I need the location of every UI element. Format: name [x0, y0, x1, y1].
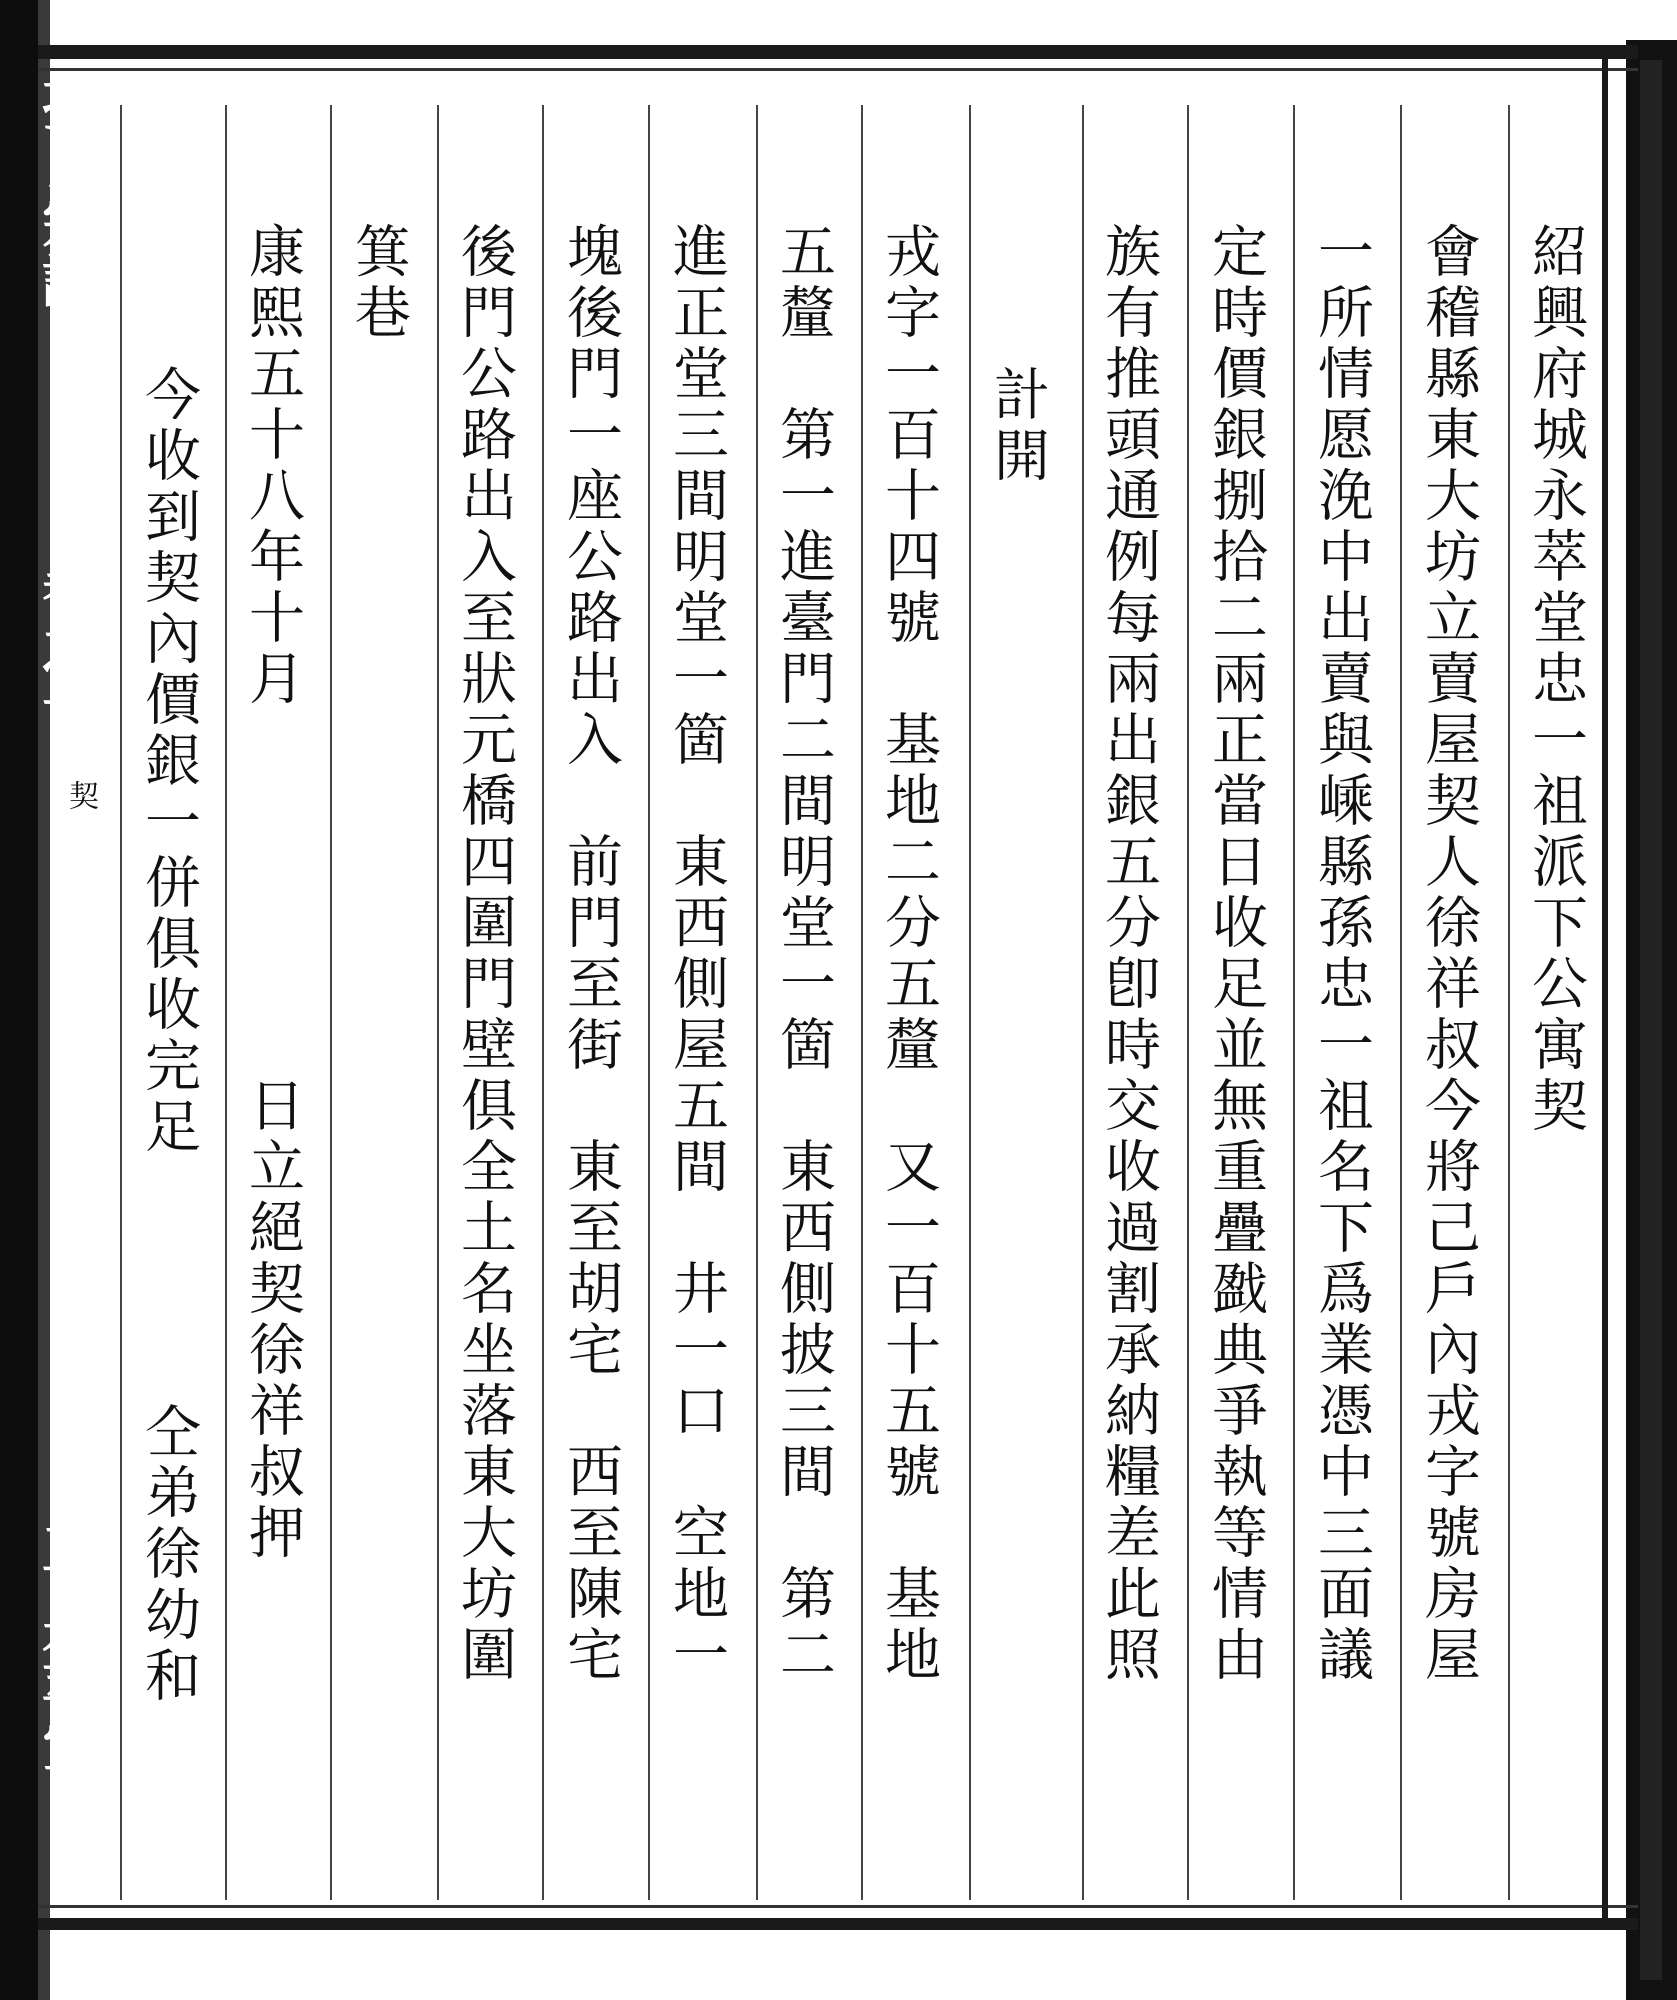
column-rule — [648, 105, 650, 1900]
column-rule — [1082, 105, 1084, 1900]
column-rule — [861, 105, 863, 1900]
column-rule — [120, 105, 122, 1900]
text-column: 戎字一百十四號 基地二分五釐 又一百十五號 基地 — [876, 222, 941, 1686]
deed-title: 紹興府城永萃堂忠一祖派下公寓契 — [1523, 222, 1588, 1137]
text-column: 後門公路出入至狀元橋四圍門壁俱全土名坐落東大坊圍 — [452, 222, 517, 1686]
bottom-border — [38, 1918, 1638, 1930]
text-column: 進正堂三間明堂一箇 東西側屋五間 井一口 空地一 — [664, 222, 729, 1686]
column-rule — [1400, 105, 1402, 1900]
bottom-inner-rule — [38, 1905, 1638, 1908]
column-rule — [756, 105, 758, 1900]
volume-label: 卷之一 — [33, 560, 99, 734]
column-rule — [330, 105, 332, 1900]
book-title: 孫氏宗譜 — [33, 78, 99, 310]
text-column: 族有推頭通例每兩出銀五分卽時交收過割承納糧差此照 — [1096, 222, 1161, 1686]
text-column: 一所情愿浼中出賣與嵊縣孫忠一祖名下爲業憑中三面議 — [1309, 222, 1374, 1686]
column-rule — [542, 105, 544, 1900]
column-rule — [437, 105, 439, 1900]
column-rule — [225, 105, 227, 1900]
hall-name: 永萃堂 — [33, 1600, 99, 1774]
date-and-signature: 康熙五十八年十月 日立絕契徐祥叔押 — [240, 222, 305, 1564]
receipt-and-witness: 今收到契內價銀一併俱收完足 仝弟徐幼和 — [136, 365, 201, 1707]
text-column: 塊後門一座公路出入 前門至街 東至胡宅 西至陳宅 — [558, 222, 623, 1686]
right-page-shadow — [1640, 60, 1662, 1980]
column-rule — [969, 105, 971, 1900]
text-column: 五釐 第一進臺門二間明堂一箇 東西側披三間 第二 — [771, 222, 836, 1686]
top-border — [38, 45, 1638, 59]
text-column: 會稽縣東大坊立賣屋契人徐祥叔今將己戶內戎字號房屋 — [1416, 222, 1481, 1686]
page-number: 三 — [33, 1520, 99, 1578]
column-rule — [1187, 105, 1189, 1900]
top-inner-rule — [38, 68, 1638, 71]
column-rule — [1293, 105, 1295, 1900]
text-column: 定時價銀捌拾二兩正當日收足並無重疊戤典爭執等情由 — [1203, 222, 1268, 1686]
right-frame-rule — [1602, 45, 1608, 1930]
text-column: 箕巷 — [346, 222, 411, 344]
list-heading: 計開 — [985, 365, 1050, 487]
section-label: 契 — [63, 780, 98, 810]
column-rule — [1508, 105, 1510, 1900]
